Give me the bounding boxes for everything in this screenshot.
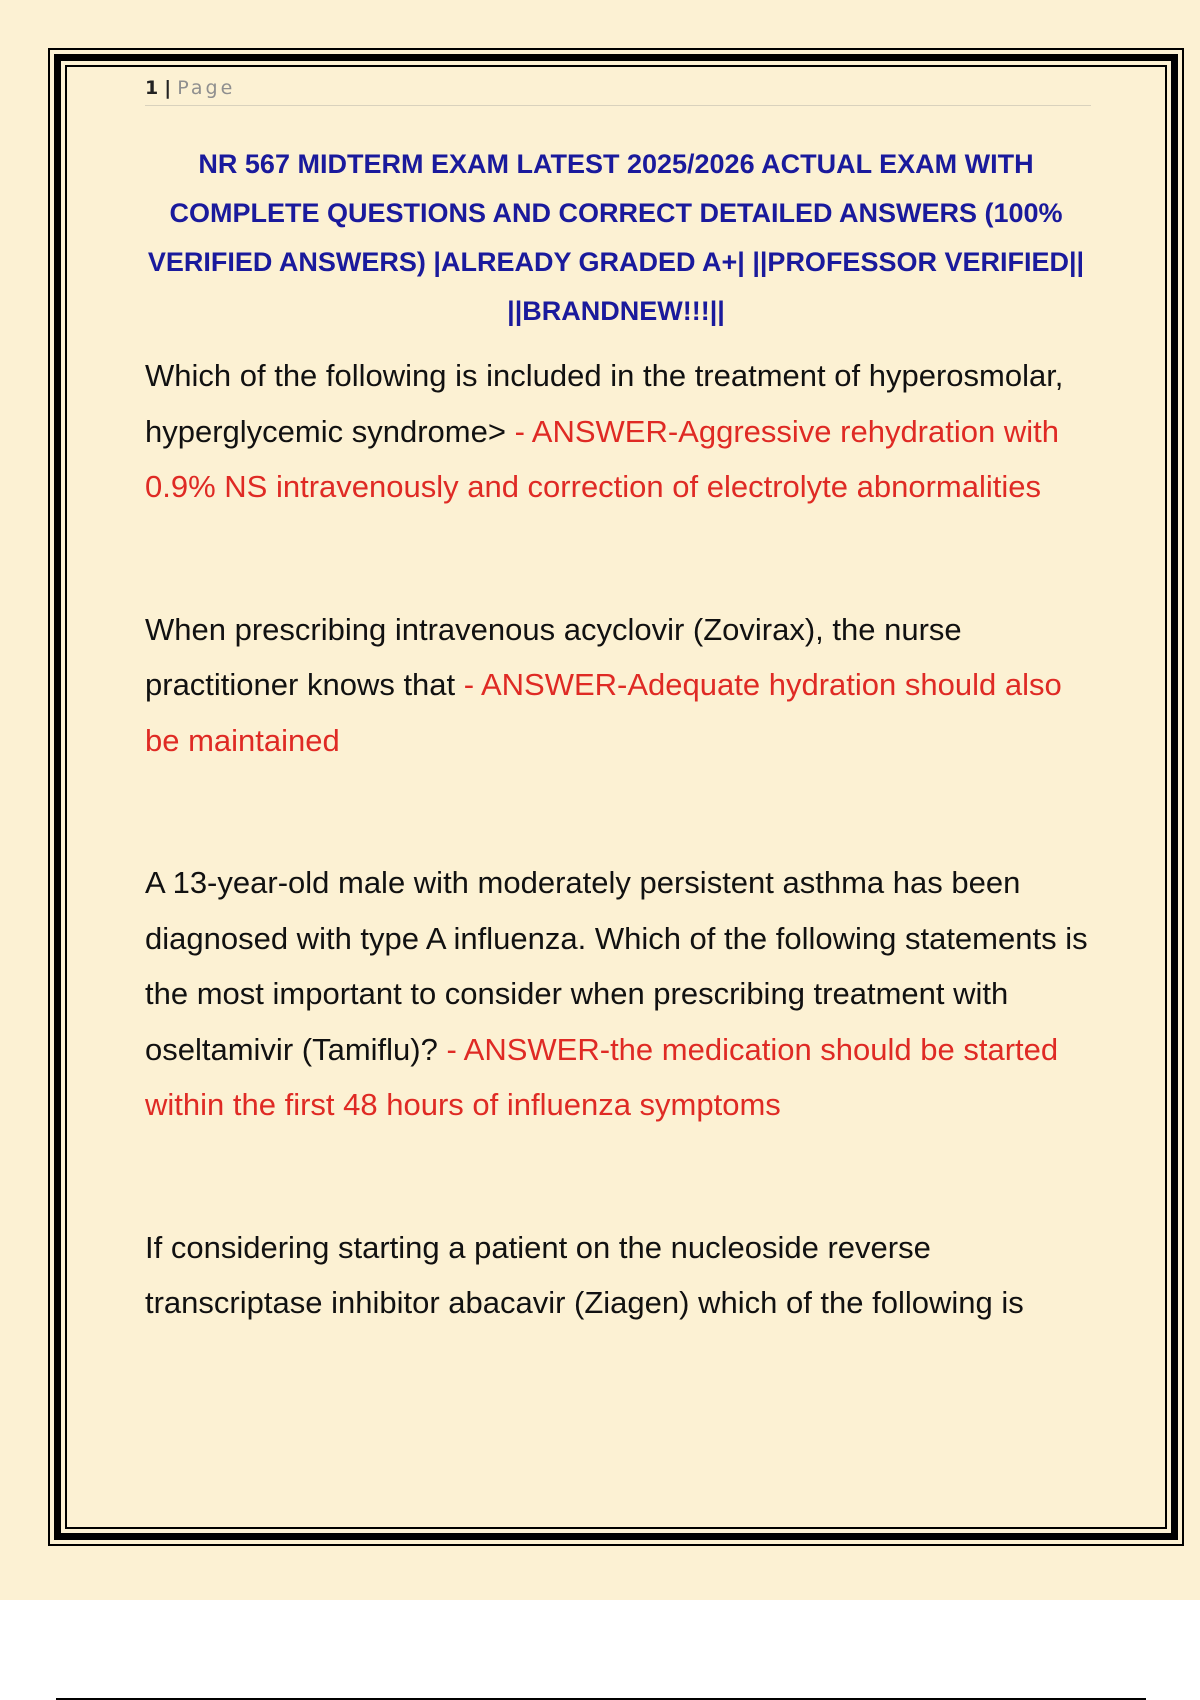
answer-text: - ANSWER-Adequate hydration should also be maintained [145, 667, 1062, 758]
qa-item [145, 855, 1095, 1133]
qa-item [145, 1220, 1095, 1331]
question-text: Which of the following is included in the treatment of hyperosmolar, hyperglycemic syndrome> [145, 358, 1064, 449]
document-title: NR 567 MIDTERM EXAM LATEST 2025/2026 ACTUAL EXAM WITH COMPLETE QUESTIONS AND CORRECT DETAILED ANSWERS (100% VERIFIED ANSWERS) |ALREADY GRADED A+| ||PROFESSOR VERIFIED|| ||BRANDNEW!!!|| [147, 149, 1085, 326]
page-separator: | [164, 77, 172, 99]
page-word: Page [177, 77, 236, 99]
page-header [145, 74, 1091, 106]
question-text: If considering starting a patient on the nucleoside reverse transcriptase inhibitor abacavir (Ziagen) which of the following is [145, 1229, 1024, 1320]
qa-item [145, 602, 1095, 769]
answer-text: - ANSWER-Aggressive rehydration with 0.9% NS intravenously and correction of electrolyte abnormalities [145, 413, 1059, 504]
answer-text: - ANSWER-the medication should be started within the first 48 hours of influenza symptoms [145, 1031, 1059, 1122]
page-number: 1 [145, 77, 159, 99]
qa-item [145, 348, 1095, 515]
qa-list [145, 348, 1095, 1331]
question-text: When prescribing intravenous acyclovir (Zovirax), the nurse practitioner knows that [145, 611, 962, 702]
question-text: A 13-year-old male with moderately persistent asthma has been diagnosed with type A influenza. Which of the following statements is the most important to consider when prescribing treatment with oseltamivir (Tamiflu)? [145, 865, 1088, 1067]
